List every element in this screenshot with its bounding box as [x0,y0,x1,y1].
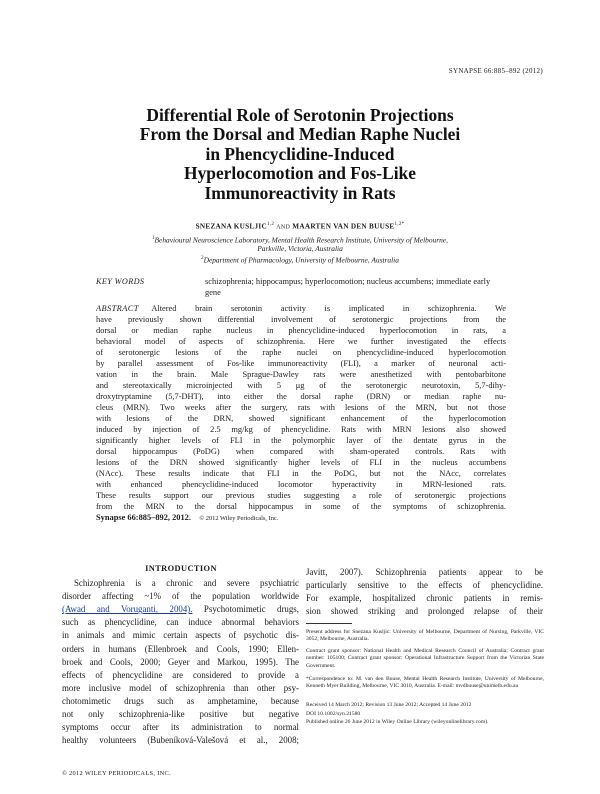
introduction-heading: INTRODUCTION [145,564,217,573]
abstract-text: These results support our previous studies suggesting a role of serotonergic projections [96,491,506,500]
abstract-line [96,446,506,457]
abstract-line [96,435,506,446]
footnote: DOI 10.1002/syn.21580 [306,711,361,717]
title-line: Immunoreactivity in Rats [204,182,396,203]
body-text-line [62,669,299,682]
abstract-line [96,303,506,314]
title-line: From the Dorsal and Median Raphe Nuclei [139,124,461,145]
body-text: chotomimetic drugs such as amphetamine, because [62,695,299,706]
body-text-line [62,734,299,747]
journal-reference: SYNAPSE 66:885–892 (2012) [448,67,543,75]
body-text-line [62,643,299,656]
author-name: MAARTEN VAN DEN BUUSE [292,222,395,231]
body-text-line [306,592,543,605]
abstract-line [96,402,506,413]
abstract-line [96,380,506,391]
author-name: SNEZANA KUSLJIC [195,222,267,231]
citation-link[interactable]: (Awad and Voruganti, 2004). [62,604,193,615]
affiliation-marker: 1 [152,236,155,241]
abstract-line [96,391,506,402]
abstract-text: induced by injection of 2.5 mg/kg of phencyclidine. Rats with MRN lesions also showed [96,425,506,434]
body-text: in animals and mimic certain aspects of psychotic dis- [62,630,299,641]
body-text-line [62,629,299,642]
footnote: Published online 26 June 2012 in Wiley Online Library (wileyonlinelibrary.com). [306,719,489,725]
keywords-text: schizophrenia; hippocampus; hyperlocomotion; nucleus accumbens; immediate early gene [205,277,491,297]
body-text-line [306,579,543,592]
body-text: sion showed striking and prolonged relapse of their [306,606,543,617]
body-text-line [306,566,543,579]
title-line: Differential Role of Serotonin Projections [146,105,454,125]
abstract-text: droxytryptamine (5,7-DHT), into either the dorsal raphe (DRN) or median raphe nu- [96,392,506,401]
body-text: broek and Cools, 2000; Geyer and Markou, 1995). The [62,656,299,667]
body-text-line [62,616,299,629]
keywords-label: KEY WORDS [96,277,145,286]
body-text: Schizophrenia is a chronic and severe psychiatric [74,578,299,588]
abstract-line [96,314,506,325]
body-text: such as phencyclidine, can induce abnormal behaviors [62,617,299,628]
body-text: not only schizophrenia-like positive but negative [62,709,299,719]
abstract-text: have previously shown differential involvement of serotonergic projections from the [96,315,506,324]
footnote: Received 14 March 2012; Revision 13 June 2012; Accepted 14 June 2012 [306,702,472,708]
abstract-text: dorsal hippocampus (PoDG) when compared with sham-operated controls. Rats with [96,447,506,456]
abstract-line [96,512,506,523]
article-title [70,106,530,203]
abstract-line [96,501,506,512]
abstract-text: lesions of the DRN showed significantly higher levels of FLI in the nucleus accumbens [96,458,506,467]
footnote: Contract grant sponsor: National Health and Medical Research Council of Australia; Contract grant number: 105100; Contract grant sponsor: Operational Infrastructure Support from the Victorian State Government. [306,648,544,669]
affiliation-marker: 2 [201,256,204,261]
abstract-line [96,369,506,380]
abstract-text: behavioral model of aspects of schizophrenia. Here we further investigated the effects [96,337,506,346]
abstract-text: significantly higher levels of FLI in the polymorphic layer of the dentate gyrus in the [96,436,506,445]
abstract-line [96,424,506,435]
body-text: orders in humans (Ellenbroek and Cools, 1990; Ellen- [62,643,299,654]
abstract-text: vation in the brain. Male Sprague-Dawley rats were anesthetized with pentobarbitone [96,370,506,379]
abstract-copyright: © 2012 Wiley Periodicals, Inc. [199,515,279,522]
abstract-text: (NAcc). These results indicate that FLI in the PoDG, but not the NAcc, correlates [96,469,506,478]
title-line: in Phencyclidine-Induced [205,143,395,164]
abstract-text: cleus (MRN). Two weeks after the surgery, rats with lesions of the MRN, but not those [96,403,506,412]
body-text: symptoms occur after its administration to normal [62,722,299,733]
body-text-line [62,577,299,590]
abstract-line [96,479,506,490]
body-text-line [62,656,299,669]
abstract-line [96,490,506,501]
abstract-text: from the MRN to the dorsal hippocampus in some of the symptoms of schizophrenia. [96,502,506,511]
abstract-text: dorsal or median raphe nucleus in phencyclidine-induced hyperlocomotion in rats, a [96,326,506,335]
body-text: Javitt, 2007). Schizophrenia patients appear to be [306,567,543,577]
abstract-line [96,325,506,336]
body-text: Psychotomimetic drugs, [192,604,299,615]
body-text: particularly sensitive to the effects of phencyclidine. [306,580,543,591]
abstract-line [96,468,506,479]
body-text-line [62,695,299,708]
affiliation [60,254,540,265]
abstract-line [96,457,506,468]
abstract-text: Altered brain serotonin activity is implicated in schizophrenia. We [151,304,506,313]
author-affiliation-marker: 1,2* [394,222,405,227]
title-line: Hyperlocomotion and Fos-Like [184,163,416,184]
body-text: effects of phencyclidine are considered to provide a [62,669,299,680]
affiliation-text: Department of Pharmacology, University of Melbourne, Australia [203,255,399,265]
author-affiliation-marker: 1,2 [266,222,275,227]
body-text-line [62,708,299,721]
body-text: more inclusive model of schizophrenia than other psy- [62,682,299,693]
author-conjunction: AND [276,224,291,231]
body-text: disorder affecting ~1% of the population worldwide [62,591,299,602]
abstract-text: with lesions of the DRN, showed significant enhancement of the hyperlocomotion [96,414,506,423]
body-text: healthy volunteers (Bubeníková-Valešová et al., 2008; [62,735,299,746]
abstract-line [96,336,506,347]
footnote: Present address for Snezana Kusljic: University of Melbourne, Department of Nursing, Parkville, VIC 3052, Melbourne, Australia. [306,629,544,643]
abstract-line [96,413,506,424]
abstract-line [96,347,506,358]
body-text-line [62,603,299,616]
footer-copyright: © 2012 WILEY PERIODICALS, INC. [62,770,171,777]
footnote-divider [306,623,352,624]
abstract-line [96,358,506,369]
body-text-line [62,682,299,695]
affiliation-continued: Parkville, Victoria, Australia [257,244,343,253]
body-text-line [62,590,299,603]
abstract-text: and stereotaxically microinjected with 5 μg of the serotonergic neurotoxin, 5,7-dihy- [96,381,506,390]
abstract-text: with enhanced phencyclidine-induced locomotor hyperactivity in MRN-lesioned rats. [96,480,506,489]
abstract-text: of serotonergic lesions of the raphe nuclei on phencyclidine-induced hyperlocomotion [96,348,506,357]
abstract-text: by parallel assessment of Fos-like immunoreactivity (FLI), a marker of neuronal acti- [96,359,506,368]
author-list [60,222,540,230]
body-text: For example, hospitalized chronic patients in remis- [306,593,543,604]
body-text-line [306,605,543,618]
body-text-line [62,721,299,734]
abstract-citation: Synapse 66:885–892, 2012. [96,513,191,522]
footnote: *Correspondence to: M. van den Buuse, Mental Health Research Institute, University of Melbourne, Kenneth Myer Building, Melbourne, VIC 3010, Australia. E-mail: mvdbuuse@unimelb.edu.au [306,676,544,690]
affiliation-text: Behavioural Neuroscience Laboratory, Mental Health Research Institute, University of Melbourne, [154,235,448,245]
abstract-label: ABSTRACT [96,304,139,313]
